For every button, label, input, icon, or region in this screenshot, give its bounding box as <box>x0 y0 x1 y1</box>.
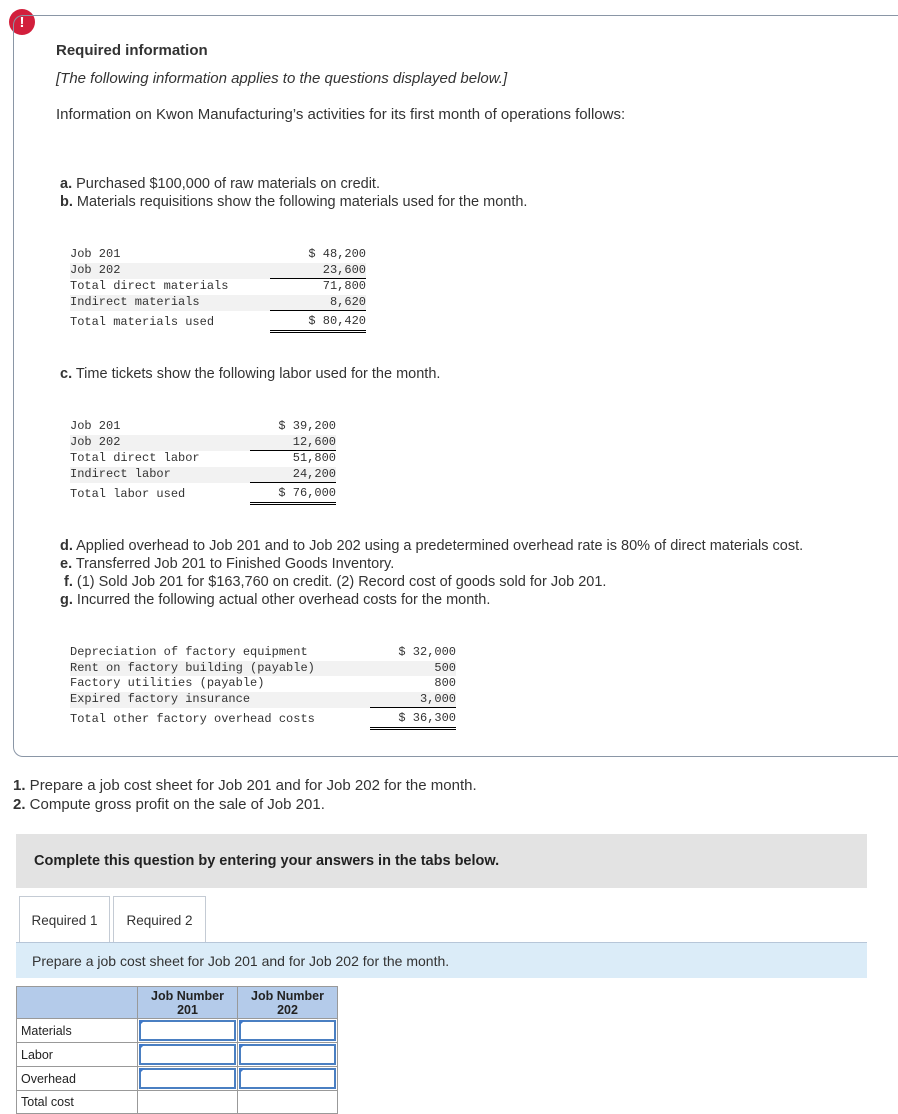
table-row: Rent on factory building (payable) 500 <box>70 660 456 675</box>
overhead-job-201-input[interactable] <box>138 1067 238 1091</box>
item-e: e. Transferred Job 201 to Finished Goods Inventory. <box>60 556 395 572</box>
item-g: g. Incurred the following actual other overhead costs for the month. <box>60 592 491 608</box>
job-201-header: Job Number 201 <box>138 987 238 1019</box>
required-info-note: [The following information applies to the questions displayed below.] <box>56 70 508 87</box>
table-row: Expired factory insurance 3,000 <box>70 691 456 706</box>
question-2: 2. Compute gross profit on the sale of Job 201. <box>13 796 325 813</box>
row-label-materials: Materials <box>17 1019 138 1043</box>
required-info-title: Required information <box>56 42 208 59</box>
required-info-intro: Information on Kwon Manufacturing’s activities for its first month of operations follows: <box>56 106 626 123</box>
materials-job-201-input[interactable] <box>138 1019 238 1043</box>
overhead-job-202-input[interactable] <box>238 1067 338 1091</box>
labor-job-201-input[interactable] <box>138 1043 238 1067</box>
row-label-overhead: Overhead <box>17 1067 138 1091</box>
row-label-total-cost: Total cost <box>17 1091 138 1114</box>
table-row <box>17 1043 338 1067</box>
total-cost-job-201-cell <box>138 1091 238 1114</box>
job-cost-answer-table <box>16 986 338 1114</box>
table-row: Indirect materials 8,620 <box>70 294 366 309</box>
labor-job-202-input[interactable] <box>238 1043 338 1067</box>
table-row: Total direct labor 51,800 <box>70 450 336 465</box>
blank-header <box>17 987 138 1019</box>
answer-header-row <box>17 987 338 1019</box>
table-row: Job 202 23,600 <box>70 262 366 277</box>
overhead-table <box>70 645 456 730</box>
table-row: Job 201 $ 39,200 <box>70 419 336 433</box>
tab-prompt: Prepare a job cost sheet for Job 201 and for Job 202 for the month. <box>16 943 867 978</box>
tab-required-2[interactable]: Required 2 <box>113 896 206 943</box>
labor-table <box>70 419 336 505</box>
questions-list <box>13 776 477 814</box>
table-row: Total labor used $ 76,000 <box>70 483 336 504</box>
materials-table <box>70 247 366 333</box>
table-row: Total other factory overhead costs $ 36,300 <box>70 708 456 729</box>
instructions-banner: Complete this question by entering your answers in the tabs below. <box>16 834 867 888</box>
table-row: Factory utilities (payable) 800 <box>70 676 456 690</box>
item-a: a. Purchased $100,000 of raw materials on credit. <box>60 176 380 192</box>
table-row: Job 201 $ 48,200 <box>70 247 366 261</box>
item-f: f. (1) Sold Job 201 for $163,760 on credit. (2) Record cost of goods sold for Job 201. <box>64 574 607 590</box>
materials-job-202-input[interactable] <box>238 1019 338 1043</box>
table-row <box>17 1019 338 1043</box>
table-row: Total materials used $ 80,420 <box>70 311 366 332</box>
tab-required-1[interactable]: Required 1 <box>19 896 110 943</box>
total-cost-job-202-cell <box>238 1091 338 1114</box>
item-b: b. Materials requisitions show the following materials used for the month. <box>60 194 528 210</box>
table-row <box>17 1067 338 1091</box>
table-row: Depreciation of factory equipment $ 32,000 <box>70 645 456 659</box>
row-label-labor: Labor <box>17 1043 138 1067</box>
question-1: 1. Prepare a job cost sheet for Job 201 and for Job 202 for the month. <box>13 777 477 794</box>
table-row: Job 202 12,600 <box>70 434 336 449</box>
table-row: Indirect labor 24,200 <box>70 466 336 481</box>
job-202-header: Job Number 202 <box>238 987 338 1019</box>
table-row <box>17 1091 338 1114</box>
alert-icon: ! <box>9 9 35 35</box>
table-row: Total direct materials 71,800 <box>70 278 366 293</box>
item-c: c. Time tickets show the following labor used for the month. <box>60 366 441 382</box>
item-d: d. Applied overhead to Job 201 and to Job 202 using a predetermined overhead rate is 80% of direct materials cost. <box>60 538 804 554</box>
